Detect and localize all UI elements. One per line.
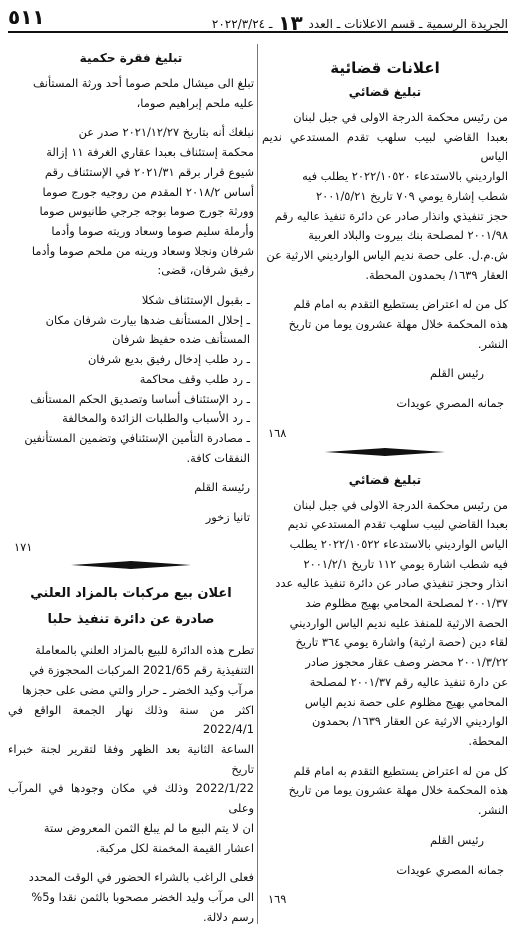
body-line: أساس ٢٠١٨/٢ المقدم من روجيه جورج صوما bbox=[42, 184, 254, 199]
body-line: هذه المحكمة خلال مهلة عشرون يوما من تاريخ bbox=[288, 783, 508, 798]
body-line: التنفيذية رقم 2021/65 المركبات المحجوزة في bbox=[29, 663, 254, 678]
body-line: المحطة. bbox=[468, 733, 508, 748]
ruling-item: النفقات كافة. bbox=[186, 450, 250, 465]
right-column bbox=[262, 44, 508, 910]
body-line: شطب إشارة يومي ٧٠٩ تاريخ ٢٠٠١/٥/٢١ bbox=[315, 188, 508, 203]
body-line: النشر. bbox=[477, 803, 508, 818]
notice-body bbox=[8, 123, 254, 281]
body-line: وورثة جورج صوما بوجه جرجي طانيوس صوما bbox=[39, 204, 254, 219]
body-line: كل من له اعتراض يستطيع التقدم به امام قلم bbox=[293, 763, 508, 778]
signature-role: رئيس القلم bbox=[430, 832, 484, 847]
body-line: تبلغ الى ميشال ملحم صوما أحد ورثة المستأنف bbox=[32, 76, 254, 90]
notice-intro bbox=[8, 74, 254, 113]
body-line: اعشار القيمة المخمنة لكل مركبة. bbox=[95, 840, 254, 855]
header-date: ـ ٢٠٢٢/٣/٢٤ bbox=[211, 17, 273, 31]
ruling-item: المستأنف ضده حفيظ شرفان bbox=[112, 332, 250, 347]
issue-number: ١٣ bbox=[278, 11, 303, 35]
body-line: اكثر من سنة وذلك نهار الجمعة الواقع في 2022/4/1 bbox=[8, 702, 254, 737]
body-line: من رئيس محكمة الدرجة الاولى في جبل لبنان bbox=[293, 110, 508, 124]
auction-subtitle: صادرة عن دائرة تنفيذ حلبا bbox=[47, 612, 215, 628]
body-line: فعلى الراغب بالشراء الحضور في الوقت المحدد bbox=[28, 870, 254, 885]
body-line: ٢٠٠١/٣/٢٢ محضر وصف عقار محجوز صادر bbox=[305, 655, 508, 670]
body-line: ٢٠٠١/٣٧ لمصلحة المحامي بهيج مظلوم ضد bbox=[305, 596, 508, 611]
page-header bbox=[8, 5, 508, 33]
column-divider bbox=[257, 44, 258, 924]
ruling-notice-171 bbox=[8, 48, 254, 557]
header-title bbox=[212, 11, 508, 35]
body-line: حجز تنفيذي وانذار صادر عن دائرة تنفيذ عاليه رقم bbox=[274, 208, 508, 223]
notice-title: تبليغ فقرة حكمية bbox=[79, 51, 183, 65]
ruling-item: ـ مصادرة التأمين الإستئنافي وتضمين المستأنفين bbox=[24, 430, 250, 445]
signature-name: جمانه المصري عويدات bbox=[396, 862, 504, 877]
notice-number: ١٦٩ bbox=[268, 892, 287, 907]
body-line: الياس الوارديني بالاستدعاء ٢٠٢٢/١٠٥٢٢ يطلب bbox=[289, 536, 508, 551]
body-line: ٢٠٠١/٩٨ لمصلحة بنك بيروت والبلاد العربية bbox=[308, 228, 508, 243]
ruling-item: ـ إحلال المستأنف ضدها بيارت شرفان مكان bbox=[45, 312, 250, 327]
body-line: بعبدا القاضي لبيب سلهب تقدم المستدعي نديم bbox=[287, 517, 508, 532]
judicial-notice-169 bbox=[262, 470, 508, 910]
left-column bbox=[8, 44, 254, 927]
notice-number: ١٦٨ bbox=[268, 425, 287, 440]
objection-paragraph bbox=[262, 762, 508, 821]
section-title: اعلانات قضائية bbox=[330, 59, 440, 77]
body-line: العقار ١٦٣٩/ بحمدون المحطة. bbox=[365, 267, 508, 282]
body-line: مرآب وكيد الخضر ـ حرار والتي مضى على حجزها bbox=[22, 682, 254, 697]
ruling-item: ـ رد طلب إدخال رفيق بديع شرفان bbox=[87, 352, 250, 367]
ruling-items bbox=[8, 291, 254, 468]
notice-title: تبليغ قضائي bbox=[348, 472, 422, 487]
signature-name: تانيا زخور bbox=[205, 510, 250, 525]
ruling-item: ـ رد الأسباب والطلبات الزائدة والمخالفة bbox=[62, 411, 250, 426]
auction-title: اعلان بيع مركبات بالمزاد العلني bbox=[30, 586, 232, 602]
body-line: بعبدا القاضي لبيب سلهب تقدم المستدعي نديم الياس bbox=[262, 129, 508, 164]
signature-role: رئيس القلم bbox=[430, 366, 484, 381]
body-line: 2022/1/22 وذلك في مكان وجودها في المرآب وعلى bbox=[8, 781, 254, 816]
body-line: محكمة إستئناف بعبدا عقاري الغرفة ١١ إزالة bbox=[46, 145, 254, 160]
body-line: لقاء دين (حصة ارثية) واشارة يومي ٣٦٤ تاريخ bbox=[295, 635, 508, 650]
notice-body bbox=[262, 496, 508, 752]
body-line: ان لا يتم البيع ما لم يبلغ الثمن المعروض ستة bbox=[43, 820, 254, 835]
signature-name: جمانه المصري عويدات bbox=[396, 396, 504, 411]
section-separator bbox=[8, 561, 254, 569]
body-line: عن دارة تنفيذ عاليه رقم ٢٠٠١/٣٧ لمصلحة bbox=[309, 674, 508, 689]
body-line: عليه ملحم إبراهيم صوما، bbox=[136, 95, 254, 110]
signature-role: رئيسة القلم bbox=[194, 480, 250, 495]
body-line: النشر. bbox=[477, 336, 508, 351]
auction-body bbox=[8, 641, 254, 858]
body-line: وأرملة سليم صوما وسعاد وريته صوما وأدما bbox=[51, 223, 254, 238]
body-line: انذار وحجز تنفيذي صادر عن دائرة تنفيذ عاليه عدد bbox=[275, 576, 508, 591]
body-line: فيه شطب اشارة يومي ١١٢ تاريخ ٢٠٠١/٢/١ bbox=[303, 556, 508, 571]
body-line: شيوع قرار برقم ٢٠٢١/٣١ في الإستئناف رقم bbox=[44, 164, 254, 179]
page-number: ٥١١ bbox=[8, 5, 45, 29]
ruling-item: ـ بقبول الإستئناف شكلا bbox=[141, 293, 250, 308]
body-line: نبلغك أنه بتاريخ ٢٠٢١/١٢/٢٧ صدر عن bbox=[78, 125, 254, 140]
body-line: رفيق شرفان، قضى: bbox=[157, 263, 254, 278]
body-line: الوارديني الارثية عن العقار ١٦٣٩/ بحمدون bbox=[312, 714, 508, 729]
header-title-text: الجريدة الرسمية ـ قسم الاعلانات ـ العدد bbox=[308, 17, 508, 31]
auction-body-2 bbox=[8, 868, 254, 927]
ruling-item: ـ رد الإستئناف أساسا وتصديق الحكم المستأنف bbox=[30, 391, 250, 406]
body-line: هذه المحكمة خلال مهلة عشرون يوما من تاريخ bbox=[288, 317, 508, 332]
body-line: من رئيس محكمة الدرجة الاولى في جبل لبنان bbox=[293, 497, 508, 512]
body-line: كل من له اعتراض يستطيع التقدم به امام قلم bbox=[293, 297, 508, 312]
body-line: ش.م.ل. على حصة نديم الياس الوارديني الارثية عن bbox=[266, 247, 508, 262]
body-line: الى مرآب وليد الخضر مصحوبا بالثمن نقدا و5% bbox=[31, 889, 254, 904]
auction-notice bbox=[8, 583, 254, 927]
body-line: الحصة الارثية للمنفذ عليه نديم الياس الوارديني bbox=[289, 615, 508, 630]
body-line: تطرح هذه الدائرة للبيع بالمزاد العلني بالمعاملة bbox=[35, 643, 254, 658]
notice-number: ١٧١ bbox=[14, 539, 33, 554]
body-line: المحامي بهيج مظلوم على حصة نديم الياس bbox=[304, 694, 508, 709]
body-line: شرفان ونجلا وسعاد ورينه من ملحم صوما وأدما bbox=[31, 243, 254, 258]
notice-title: تبليغ قضائي bbox=[348, 85, 422, 99]
ruling-item: ـ رد طلب وقف محاكمة bbox=[139, 371, 250, 386]
section-separator bbox=[262, 448, 508, 456]
body-line: الساعة الثانية بعد الظهر وفقا لتقرير لجنة خبراء تاريخ bbox=[8, 741, 254, 776]
body-line: الوارديني بالاستدعاء ٢٠٢٢/١٠٥٢٠ يطلب فيه bbox=[302, 169, 508, 184]
notice-body bbox=[262, 108, 508, 285]
body-line: رسم دلالة. bbox=[202, 909, 254, 924]
judicial-notice-168 bbox=[262, 82, 508, 444]
objection-paragraph bbox=[262, 295, 508, 354]
